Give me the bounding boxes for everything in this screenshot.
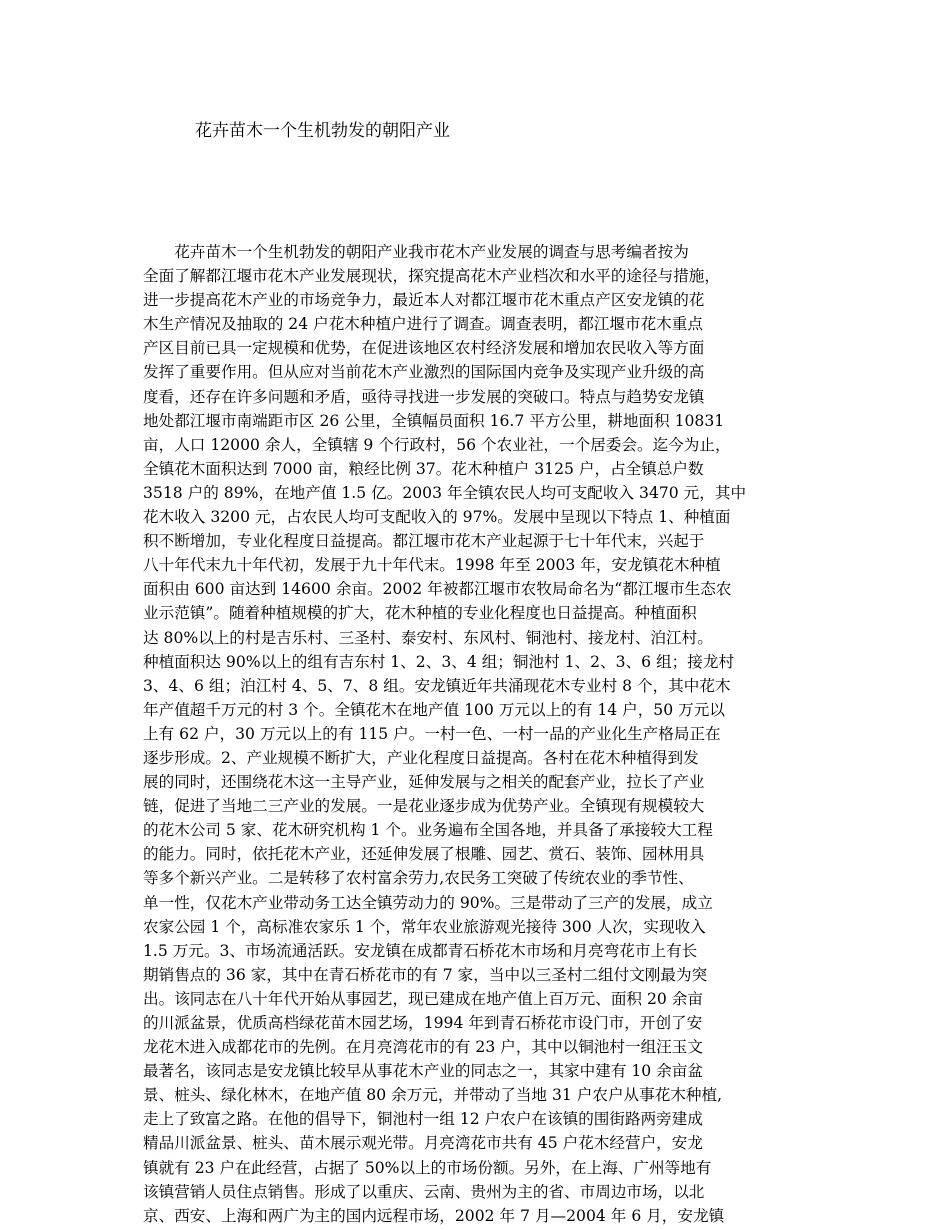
body-line: 镇就有 23 户在此经营，占据了 50%以上的市场份额。另外，在上海、广州等地有 [143, 1158, 712, 1177]
body-line: 链，促进了当地二三产业的发展。一是花业逐步成为优势产业。全镇现有规模较大 [143, 797, 705, 816]
document-title: 花卉苗木一个生机勃发的朝阳产业 [195, 121, 450, 141]
body-line: 的川派盆景，优质高档绿花苗木园艺场，1994 年到青石桥花市设门市，开创了安 [143, 1014, 703, 1032]
body-line: 度看，还存在许多问题和矛盾，亟待寻找进一步发展的突破口。特点与趋势安龙镇 [143, 387, 705, 406]
body-line: 花卉苗木一个生机勃发的朝阳产业我市花木产业发展的调查与思考编者按为 [143, 243, 689, 261]
body-line: 精品川派盆景、桩头、苗木展示观光带。月亮湾花市共有 45 户花木经营户，安龙 [143, 1134, 703, 1153]
body-line: 全面了解都江堰市花木产业发展现状，探究提高花木产业档次和水平的途径与措施， [143, 267, 720, 286]
body-line: 走上了致富之路。在他的倡导下，铜池村一组 12 户农户在该镇的围街路两旁建成 [143, 1110, 703, 1129]
body-line: 的能力。同时，依托花木产业，还延伸发展了根雕、园艺、赏石、装饰、园林用具 [143, 845, 705, 864]
body-line: 花木收入 3200 元，占农民人均可支配收入的 97%。发展中呈现以下特点 1、种植面 [143, 508, 731, 527]
body-line: 该镇营销人员住点销售。形成了以重庆、云南、贵州为主的省、市周边市场，以北 [143, 1182, 705, 1201]
body-line: 进一步提高花木产业的市场竞争力，最近本人对都江堰市花木重点产区安龙镇的花 [143, 291, 705, 310]
body-line: 积不断增加，专业化程度日益提高。都江堰市花木产业起源于七十年代末，兴起于 [143, 532, 705, 551]
body-line: 景、桩头、绿化林木，在地产值 80 余万元，并带动了当地 31 户农户从事花木种植, [143, 1086, 723, 1105]
body-line: 八十年代末九十年代初，发展于九十年代末。1998 年至 2003 年，安龙镇花木种植 [143, 556, 721, 575]
body-line: 木生产情况及抽取的 24 户花木种植户进行了调查。调查表明，都江堰市花木重点 [143, 315, 703, 334]
body-line: 农家公园 1 个，高标准农家乐 1 个，常年农业旅游观光接待 300 人次，实现收入 [143, 917, 706, 936]
body-line: 面积由 600 亩达到 14600 余亩。2002 年被都江堰市农牧局命名为“都江堰市生态农 [143, 580, 732, 599]
body-line: 出。该同志在八十年代开始从事园艺，现已建成在地产值上百万元、面积 20 余亩 [143, 989, 703, 1008]
body-line: 1.5 万元。3、市场流通活跃。安龙镇在成都青石桥花木市场和月亮弯花市上有长 [143, 941, 698, 960]
body-line: 3518 户的 89%，在地产值 1.5 亿。2003 年全镇农民人均可支配收入 3470 元，其中 [143, 483, 747, 502]
body-line: 发挥了重要作用。但从应对当前花木产业激烈的国际国内竞争及实现产业升级的高 [143, 363, 705, 382]
body-line: 上有 62 户，30 万元以上的有 115 户。一村一色、一村一品的产业化生产格局正在 [143, 724, 721, 743]
body-line: 年产值超千万元的村 3 个。全镇花木在地产值 100 万元以上的有 14 户，50 万元以 [143, 700, 725, 719]
body-line: 种植面积达 90%以上的组有吉东村 1、2、3、4 组；铜池村 1、2、3、6 组；接龙村 [143, 652, 735, 671]
body-line: 展的同时，还围绕花木这一主导产业，延伸发展与之相关的配套产业，拉长了产业 [143, 773, 705, 792]
body-line: 期销售点的 36 家，其中在青石桥花市的有 7 家，当中以三圣村二组付文刚最为突 [143, 965, 708, 984]
body-line: 地处都江堰市南端距市区 26 公里，全镇幅员面积 16.7 平方公里，耕地面积 10831 [143, 411, 725, 430]
body-line: 龙花木进入成都花市的先例。在月亮湾花市的有 23 户，其中以铜池村一组汪玉文 [143, 1038, 703, 1057]
body-line: 3、4、6 组；泊江村 4、5、7、8 组。安龙镇近年共涌现花木专业村 8 个，其中花木 [143, 676, 731, 695]
body-line: 逐步形成。2、产业规模不断扩大，产业化程度日益提高。各村在花木种植得到发 [143, 748, 699, 767]
body-line: 单一性，仅花木产业带动务工达全镇劳动力的 90%。三是带动了三产的发展，成立 [143, 893, 713, 912]
body-line: 达 80%以上的村是吉乐村、三圣村、泰安村、东风村、铜池村、接龙村、泊江村。 [143, 628, 713, 647]
body-line: 全镇花木面积达到 7000 亩，粮经比例 37。花木种植户 3125 户，占全镇总户数 [143, 459, 704, 478]
body-line: 亩，人口 12000 余人，全镇辖 9 个行政村，56 个农业社，一个居委会。迄今为止， [143, 435, 731, 454]
body-line: 产区目前已具一定规模和优势，在促进该地区农村经济发展和增加农民收入等方面 [143, 339, 705, 358]
body-line: 最著名，该同志是安龙镇比较早从事花木产业的同志之一，其家中建有 10 余亩盆 [143, 1062, 703, 1081]
body-line: 的花木公司 5 家、花木研究机构 1 个。业务遍布全国各地，并具备了承接较大工程 [143, 821, 713, 840]
body-line: 京、西安、上海和两广为主的国内远程市场，2002 年 7 月—2004 年 6 月，安龙镇 [143, 1206, 725, 1225]
document-body [143, 240, 823, 1228]
body-line: 等多个新兴产业。二是转移了农村富余劳力,农民务工突破了传统农业的季节性、 [143, 869, 694, 888]
body-line: 业示范镇”。随着种植规模的扩大，花木种植的专业化程度也日益提高。种植面积 [143, 604, 697, 623]
